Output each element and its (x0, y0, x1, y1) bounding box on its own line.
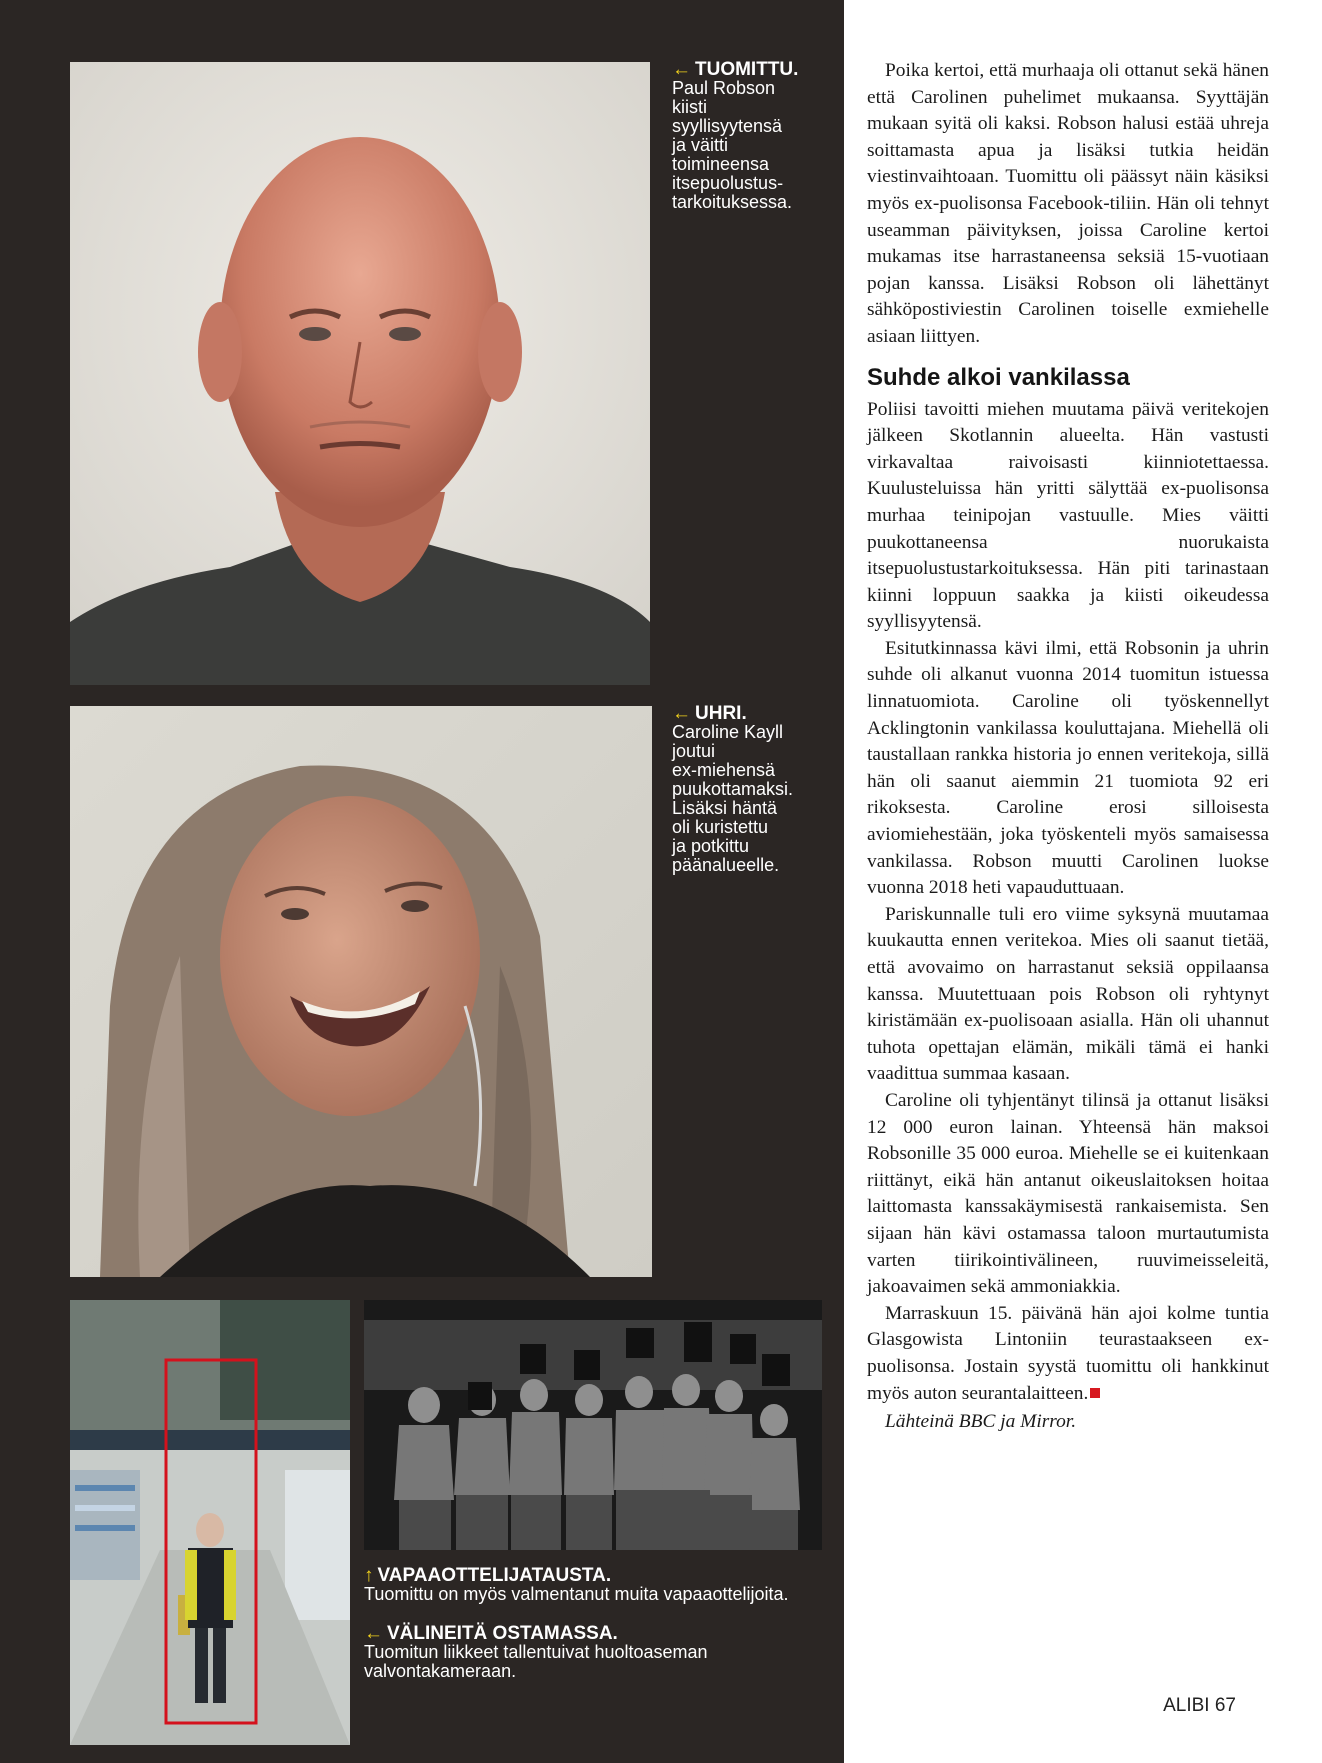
article-paragraph: Poika kertoi, että murhaaja oli ottanut sekä hänen että Carolinen puhelimet mukaansa. Syyttäjän mukaan syitä oli kaksi. Robson halusi estää uhreja soittamasta apua ja lisäksi tutkia heidän viestinvaihtoaan. Tuomittu oli päässyt näin käsiksi myös ex-puolisonsa Facebook-tiliin. Hän oli tehnyt useamman päivityksen, joissa Caroline kertoi mukamas itse harrastaneensa seksiä 15-vuotiaan pojan kanssa. Lisäksi Robson oli lähettänyt sähköpostiviestin Carolinen toiselle exmiehelle asiaan liittyen. (867, 60, 1269, 347)
caption-bodybuilding-body: Tuomittu on myös valmentanut muita vapaaottelijoita. (364, 1584, 789, 1604)
arrow-up-icon: ↑ (364, 1565, 374, 1586)
censor-box (626, 1328, 654, 1358)
page-number: ALIBI 67 (1163, 1695, 1236, 1716)
end-mark-icon (1090, 1388, 1100, 1398)
caption-robson (672, 60, 832, 212)
censor-box (730, 1334, 756, 1364)
mugshot-photo (70, 62, 650, 685)
caption-robson-title: ← TUOMITTU. (672, 59, 799, 80)
caption-cctv-body: Tuomitun liikkeet tallentuivat huoltoaseman valvontakameraan. (364, 1642, 708, 1681)
arrow-left-icon: ← (672, 59, 691, 80)
caption-victim-title: ← UHRI. (672, 703, 747, 724)
article-paragraph: Caroline oli tyhjentänyt tilinsä ja ottanut lisäksi 12 000 euron lainan. Yhteensä hän maksoi Robsonille 35 000 euroa. Miehelle se ei kuitenkaan riittänyt, eikä hän antanut oikeuslaitoksen hoitaa laittomasta kanssakäymisestä rankaisemista. Sen sijaan hän kävi ostamassa taloon murtautumista varten tiirikointivälineen, ruuvimeisseleitä, jakoavaimen sekä ammoniakkia. (867, 1089, 1269, 1298)
article-paragraph-final (867, 1301, 1269, 1407)
censor-box (574, 1350, 600, 1380)
article-subheading: Suhde alkoi vankilassa (867, 363, 1130, 391)
caption-victim (672, 704, 832, 875)
caption-bodybuilding (364, 1566, 824, 1604)
caption-victim-body: Caroline Kayll joutui ex-miehensä puukottamaksi. Lisäksi häntä oli kuristettu ja potkittu päänalueelle. (672, 722, 794, 875)
article-paragraph: Esitutkinnassa kävi ilmi, että Robsonin ja uhrin suhde oli alkanut vuonna 2014 tuomitun istuessa linnatuomiota. Caroline oli työskennellyt Acklingtonin vankilassa kouluttajana. Miehellä oli taustallaan rankka historia jo ennen veritekoja, sillä hän oli saanut aiemmin 21 tuomiota 92 eri rikoksesta. Caroline erosi silloisesta aviomiehestään, joka työskenteli myös samaisessa vankilassa. Robson muutti Carolinen luokse vuonna 2018 heti vapauduttuaan. (867, 637, 1269, 899)
victim-photo (70, 706, 652, 1277)
caption-robson-body: Paul Robson kiisti syyllisyytensä ja väitti toimineensa itsepuolustus- tarkoituksessa. (672, 78, 793, 212)
censor-box (762, 1354, 790, 1386)
caption-bodybuilding-title: ↑ VAPAAOTTELIJATAUSTA. (364, 1565, 612, 1586)
arrow-left-icon: ← (672, 703, 691, 724)
article-column (867, 58, 1269, 1436)
censor-box (520, 1344, 546, 1374)
censor-box (684, 1322, 712, 1362)
censor-box (468, 1382, 492, 1410)
bodybuilding-photo (364, 1300, 822, 1550)
article-source: Lähteinä BBC ja Mirror. (885, 1411, 1077, 1433)
article-paragraph: Poliisi tavoitti miehen muutama päivä veritekojen jälkeen Skotlannin alueelta. Hän vastusti virkavaltaa raivoisasti kiinniotettaessa. Kuulusteluissa hän yritti sälyttää ex-puolisonsa murhaa teinipojan vastuulle. Mies väitti puukottaneensa nuorukaista itsepuolustustarkoituksessa. Hän piti tarinastaan kiinni loppuun saakka ja kiisti oikeudessa syyllisyytensä. (867, 398, 1269, 633)
article-paragraph: Pariskunnalle tuli ero viime syksynä muutamaa kuukautta ennen veritekoa. Mies oli saanut tietää, että avovaimo on harrastanut seksiä oppilaansa kanssa. Muutettuaan pois Robson oli ryhtynyt kiristämään ex-puolisoaan asialla. Hän oli uhannut tuhota opettajan elämän, mikäli tämä ei hanki vaadittua summaa kasaan. (867, 903, 1269, 1085)
caption-cctv (364, 1624, 824, 1681)
cctv-photo (70, 1300, 350, 1745)
article-paragraph-text: Marraskuun 15. päivänä hän ajoi kolme tuntia Glasgowista Lintoniin teurastaakseen ex-puolisonsa. Jostain syystä tuomittu oli hankkinut myös auton seurantalaitteen. (867, 1302, 1269, 1404)
arrow-left-icon: ← (364, 1623, 383, 1644)
caption-cctv-title: ← VÄLINEITÄ OSTAMASSA. (364, 1623, 618, 1644)
